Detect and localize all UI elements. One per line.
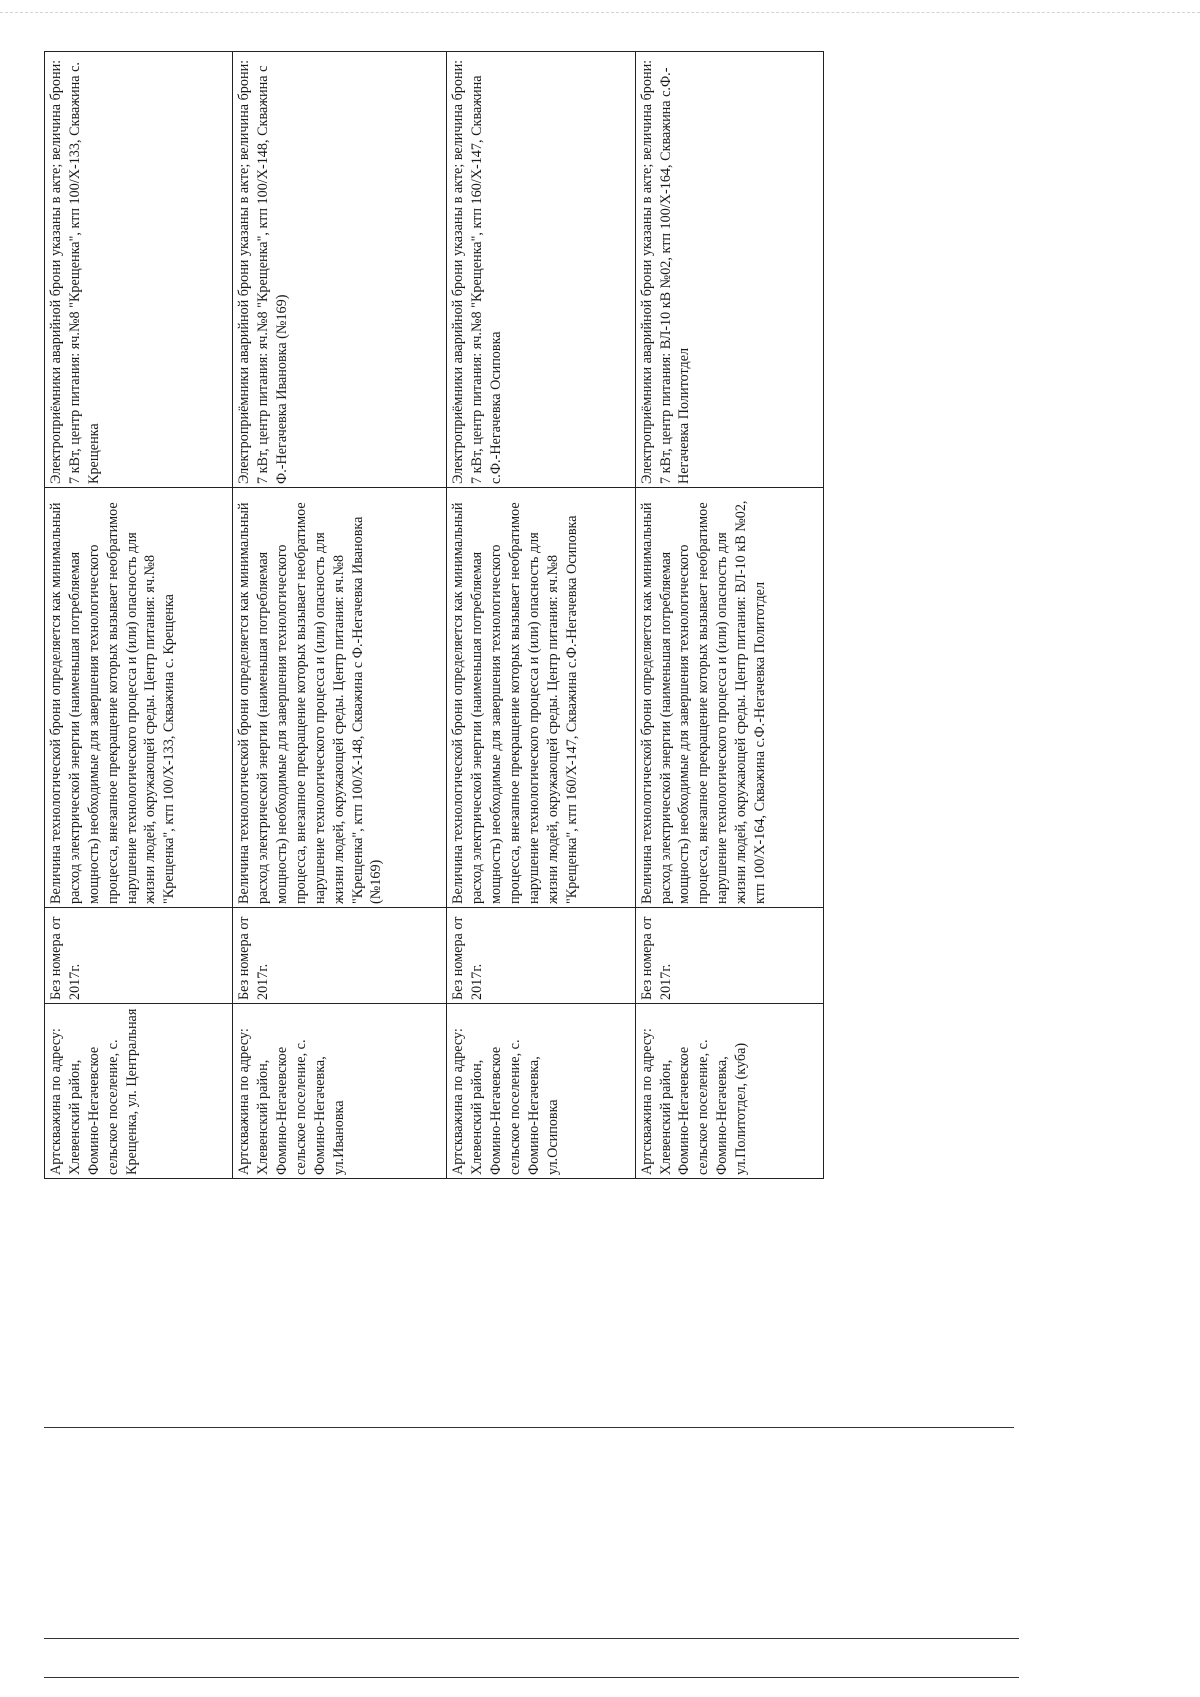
reserve-data-cell: Электроприёмники аварийной брони указаны в акте; величина брони: 7 кВт, центр питания: яч.№8 "Крещенка", ктп 160/Х-147, Скважина с.Ф.-Негачевка Осиповка (447, 52, 635, 488)
table-row (447, 52, 635, 1179)
divider-line (44, 1427, 1014, 1428)
reserve-table (44, 51, 824, 1179)
description-cell: Величина технологической брони определяется как минимальный расход электрической энергии (наименьшая потребляемая мощность) необходимые для завершения технологического процесса, внезапное прекращение которых вызывает необратимое нарушение технологического процесса и (или) опасность для жизни людей, окружающей среды. Центр питания: ВЛ-10 кВ №02, ктп 100/Х-164, Скважина с.Ф.-Негачевка Политотдел (635, 488, 823, 908)
rotated-table-frame (44, 52, 824, 1179)
reserve-data-cell: Электроприёмники аварийной брони указаны в акте; величина брони: 7 кВт, центр питания: ВЛ-10 кВ №02, ктп 100/Х-164, Скважина с.Ф.-Негачевка Политотдел (635, 52, 823, 488)
address-cell: Артскважина по адресу: Хлевенский район, Фомино-Негачевское сельское поселение, с. Фомино-Негачевка, ул.Политотдел, (куба) (635, 1004, 823, 1179)
divider-line (44, 1677, 1019, 1678)
table-row (635, 52, 823, 1179)
table-row (233, 52, 447, 1179)
description-cell: Величина технологической брони определяется как минимальный расход электрической энергии (наименьшая потребляемая мощность) необходимые для завершения технологического процесса, внезапное прекращение которых вызывает необратимое нарушение технологического процесса и (или) опасность для жизни людей, окружающей среды. Центр питания: яч.№8 "Крещенка", ктп 100/Х-133, Скважина с. Крещенка (45, 488, 233, 908)
document-cell: Без номера от 2017г. (635, 908, 823, 1004)
reserve-data-cell: Электроприёмники аварийной брони указаны в акте; величина брони: 7 кВт, центр питания: яч.№8 "Крещенка", ктп 100/Х-133, Скважина с. Крещенка (45, 52, 233, 488)
divider-line (44, 1638, 1019, 1639)
document-cell: Без номера от 2017г. (45, 908, 233, 1004)
description-cell: Величина технологической брони определяется как минимальный расход электрической энергии (наименьшая потребляемая мощность) необходимые для завершения технологического процесса, внезапное прекращение которых вызывает необратимое нарушение технологического процесса и (или) опасность для жизни людей, окружающей среды. Центр питания: яч.№8 "Крещенка", ктп 160/Х-147, Скважина с.Ф.-Негачевка Осиповка (447, 488, 635, 908)
address-cell: Артскважина по адресу: Хлевенский район, Фомино-Негачевское сельское поселение, с. Крещенка, ул. Центральная (45, 1004, 233, 1179)
table-row (45, 52, 233, 1179)
description-cell: Величина технологической брони определяется как минимальный расход электрической энергии (наименьшая потребляемая мощность) необходимые для завершения технологического процесса, внезапное прекращение которых вызывает необратимое нарушение технологического процесса и (или) опасность для жизни людей, окружающей среды. Центр питания: яч.№8 "Крещенка", ктп 100/Х-148, Скважина с Ф.-Негачевка Ивановка (№169) (233, 488, 447, 908)
document-cell: Без номера от 2017г. (233, 908, 447, 1004)
scan-edge-line (0, 12, 1200, 13)
address-cell: Артскважина по адресу: Хлевенский район, Фомино-Негачевское сельское поселение, с. Фомино-Негачевка, ул.Осиповка (447, 1004, 635, 1179)
address-cell: Артскважина по адресу: Хлевенский район, Фомино-Негачевское сельское поселение, с. Фомино-Негачевка, ул.Ивановка (233, 1004, 447, 1179)
reserve-data-cell: Электроприёмники аварийной брони указаны в акте; величина брони: 7 кВт, центр питания: яч.№8 "Крещенка", ктп 100/Х-148, Скважина с Ф.-Негачевка Ивановка (№169) (233, 52, 447, 488)
document-cell: Без номера от 2017г. (447, 908, 635, 1004)
